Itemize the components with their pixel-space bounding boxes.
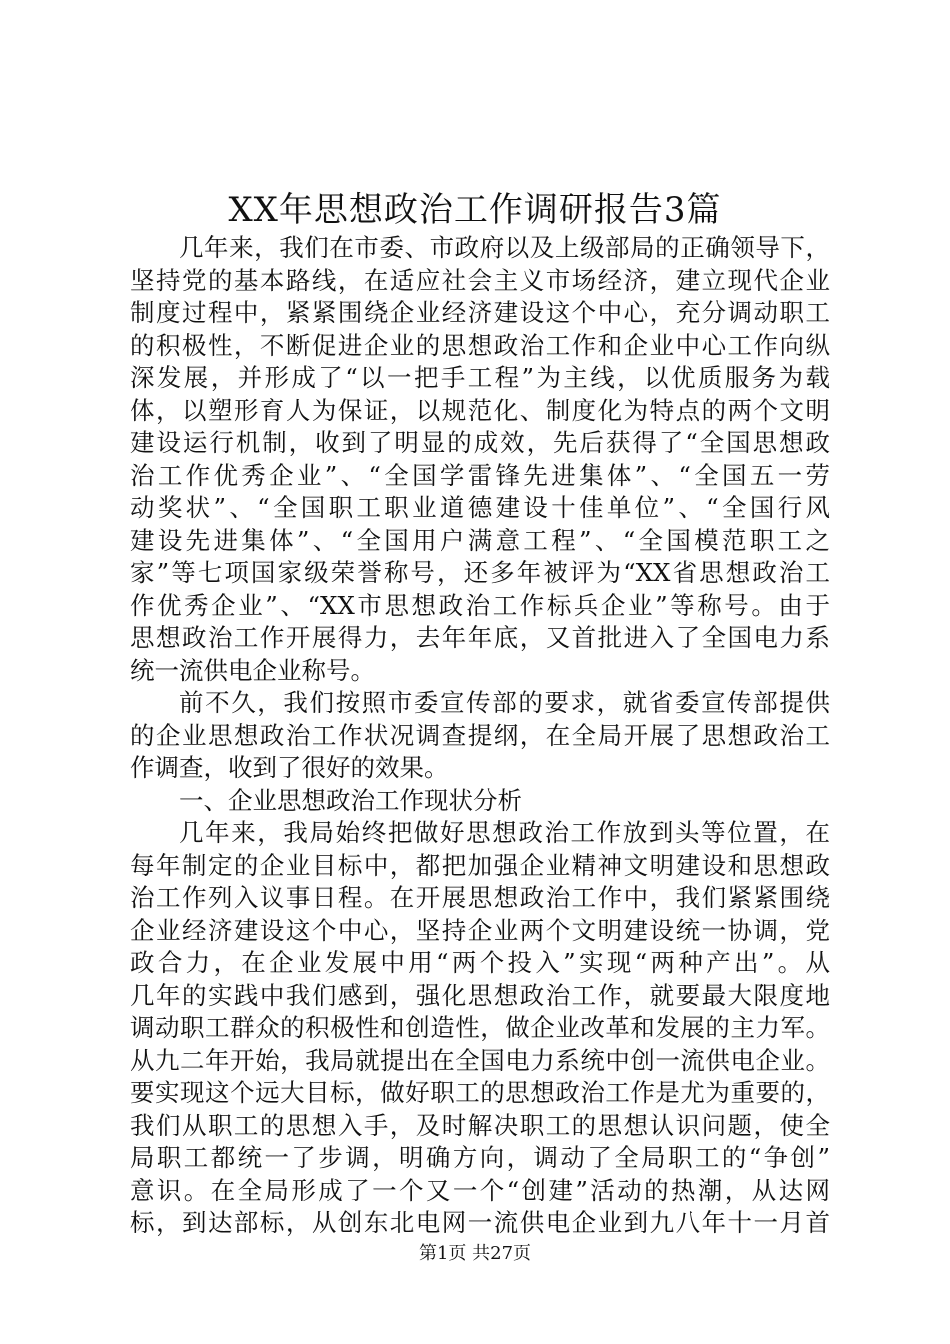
text-line: 思想政治工作开展得力，去年年底，又首批进入了全国电力系 (130, 623, 830, 652)
page-footer: 第1页 共27页 (418, 1243, 532, 1264)
text-line: 企业经济建设这个中心，坚持企业两个文明建设统一协调，党 (130, 915, 830, 945)
text-line: 几年来，我局始终把做好思想政治工作放到头等位置，在 (179, 818, 830, 847)
text-line: 作优秀企业”、“XX市思想政治工作标兵企业”等称号。由于 (130, 590, 830, 620)
section-heading: 一、企业思想政治工作现状分析 (179, 785, 522, 815)
text-line: 建设先进集体”、“全国用户满意工程”、“全国模范职工之 (130, 525, 830, 555)
text-line: 几年来，我们在市委、市政府以及上级部局的正确领导下， (179, 233, 830, 262)
text-line: 治工作优秀企业”、“全国学雷锋先进集体”、“全国五一劳 (130, 460, 830, 490)
text-line: 建设运行机制，收到了明显的成效，先后获得了“全国思想政 (130, 428, 830, 457)
text-line: 动奖状”、“全国职工职业道德建设十佳单位”、“全国行风 (130, 493, 830, 522)
document-body (130, 232, 830, 1240)
text-line: 制度过程中，紧紧围绕企业经济建设这个中心，充分调动职工 (130, 298, 830, 327)
text-line: 家”等七项国家级荣誉称号，还多年被评为“XX省思想政治工 (130, 558, 830, 587)
text-line: 前不久，我们按照市委宣传部的要求，就省委宣传部提供 (179, 688, 830, 717)
text-line: 统一流供电企业称号。 (130, 655, 375, 685)
text-line: 从九二年开始，我局就提出在全国电力系统中创一流供电企业。 (130, 1045, 830, 1075)
text-line: 深发展，并形成了“以一把手工程”为主线，以优质服务为载 (130, 363, 830, 392)
text-line: 的积极性，不断促进企业的思想政治工作和企业中心工作向纵 (130, 330, 830, 360)
document-title: XX年思想政治工作调研报告3篇 (228, 190, 722, 230)
text-line: 治工作列入议事日程。在开展思想政治工作中，我们紧紧围绕 (130, 883, 830, 912)
text-line: 几年的实践中我们感到，强化思想政治工作，就要最大限度地 (130, 980, 830, 1010)
text-line: 局职工都统一了步调，明确方向，调动了全局职工的“争创” (130, 1143, 830, 1172)
text-line: 标，到达部标，从创东北电网一流供电企业到九八年十一月首 (130, 1208, 830, 1237)
text-line: 的企业思想政治工作状况调查提纲，在全局开展了思想政治工 (130, 720, 830, 750)
text-line: 政合力，在企业发展中用“两个投入”实现“两种产出”。从 (130, 948, 830, 977)
text-line: 意识。在全局形成了一个又一个“创建”活动的热潮，从达网 (130, 1175, 830, 1205)
text-line: 每年制定的企业目标中，都把加强企业精神文明建设和思想政 (130, 850, 830, 880)
text-line: 调动职工群众的积极性和创造性，做企业改革和发展的主力军。 (130, 1013, 830, 1042)
text-line: 作调查，收到了很好的效果。 (130, 753, 449, 782)
text-line: 要实现这个远大目标，做好职工的思想政治工作是尤为重要的， (130, 1078, 830, 1107)
text-line: 体，以塑形育人为保证，以规范化、制度化为特点的两个文明 (130, 395, 830, 425)
text-line: 坚持党的基本路线，在适应社会主义市场经济，建立现代企业 (130, 265, 830, 295)
text-line: 我们从职工的思想入手，及时解决职工的思想认识问题，使全 (130, 1110, 830, 1140)
